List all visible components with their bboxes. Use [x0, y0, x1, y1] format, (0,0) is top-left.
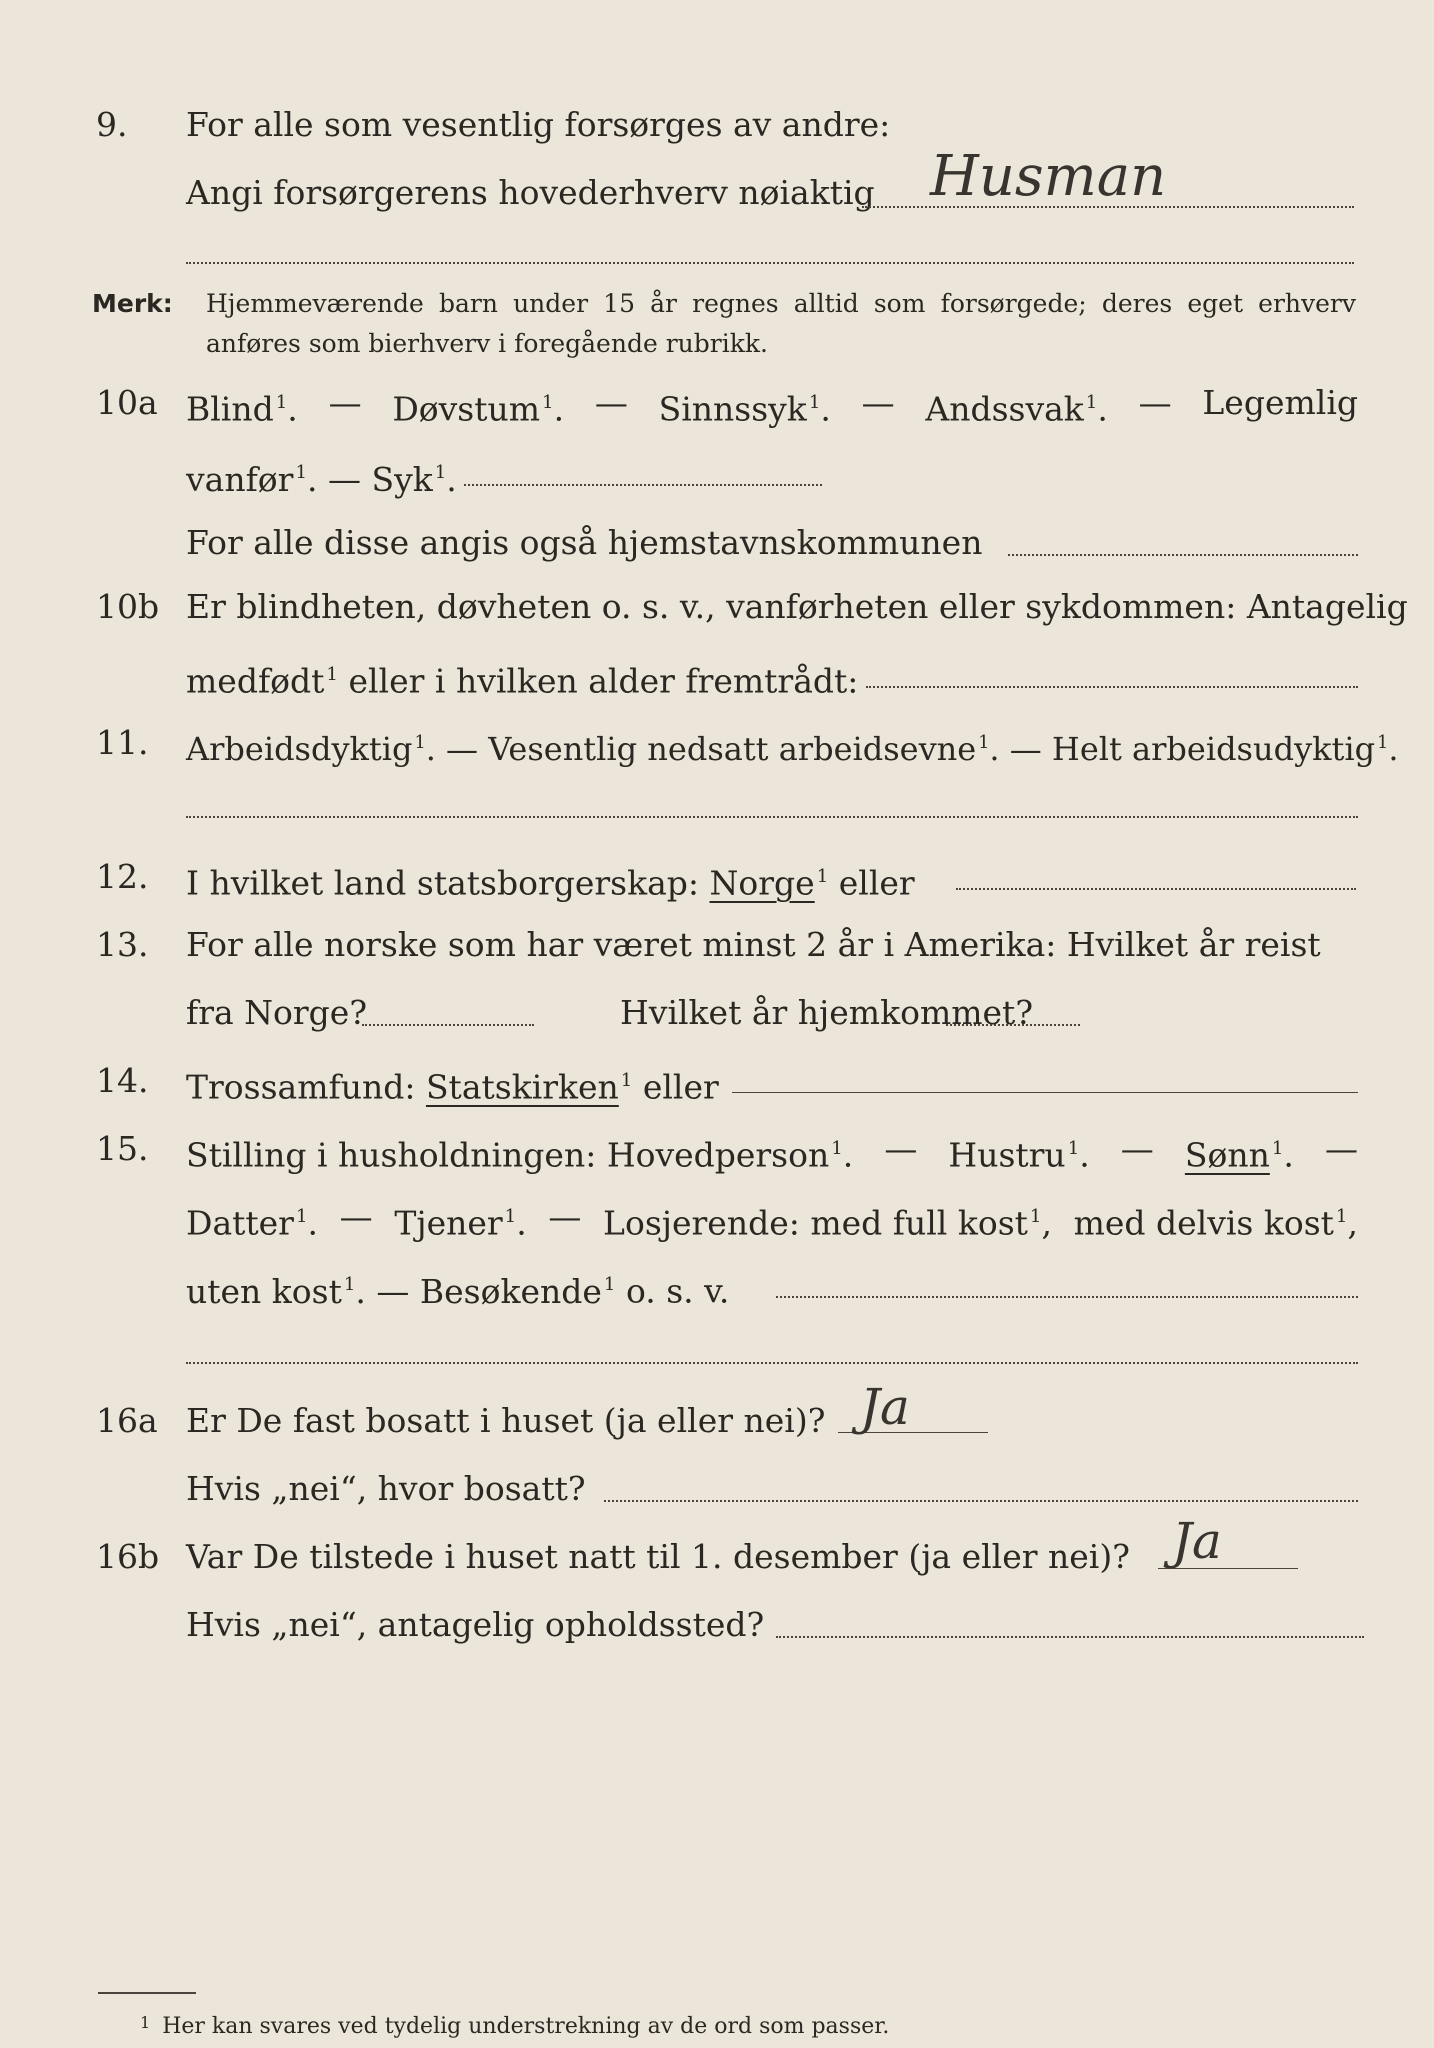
underlined-answer: Statskirken — [425, 1067, 619, 1107]
question-number: 10a — [96, 383, 158, 422]
answer-line[interactable] — [604, 1500, 1358, 1502]
question-10b-row-1 — [0, 582, 1434, 632]
note-text: Hjemmeværende barn under 15 år regnes alltid som forsørgede; deres eget erhverv anføres som bierhverv i foregående rubrikk. — [206, 289, 1356, 358]
dash: — — [861, 383, 895, 422]
question-text: Trossamfund: Statskirken $^1$ eller — [186, 1067, 719, 1107]
question-16b-row-2 — [0, 1600, 1434, 1650]
dash: — — [376, 1271, 410, 1311]
question-text: Hvis „nei“, hvor bosatt? — [186, 1469, 586, 1508]
option-full-kost[interactable]: Losjerende: med full kost $^1$, — [603, 1203, 1052, 1243]
question-number: 9. — [96, 105, 128, 144]
answer-line-hjemkommet[interactable] — [946, 1024, 1080, 1026]
dash: — — [328, 383, 362, 422]
question-options: uten kost $^1$. — Besøkende $^1$ o. s. v. — [186, 1271, 730, 1311]
question-15-row-1 — [0, 1124, 1434, 1174]
question-options — [186, 1124, 1358, 1181]
question-number: 16b — [96, 1537, 160, 1576]
question-text: Er De fast bosatt i huset (ja eller nei)? — [186, 1401, 826, 1440]
option-sinnssyk[interactable]: Sinnssyk $^1$. — [658, 389, 831, 429]
answer-line[interactable] — [1008, 554, 1358, 556]
question-number: 13. — [96, 925, 149, 964]
question-13-row-1 — [0, 920, 1434, 970]
answer-line[interactable] — [732, 1092, 1358, 1093]
footnote-mark: 1 — [140, 2013, 151, 2032]
option-sonn[interactable]: Sønn $^1$. — [1184, 1135, 1294, 1175]
question-10a-row-3 — [0, 518, 1434, 568]
option-syk[interactable]: Syk $^1$. — [371, 459, 457, 499]
answer-line-reist[interactable] — [362, 1024, 534, 1026]
dash: — — [339, 1197, 373, 1236]
question-16a-row-2 — [0, 1464, 1434, 1514]
dash: — — [884, 1129, 918, 1168]
question-number: 15. — [96, 1129, 149, 1168]
blank-answer-line[interactable] — [186, 1362, 1358, 1364]
question-number: 10b — [96, 587, 160, 626]
option-legemlig[interactable]: Legemlig — [1202, 383, 1358, 422]
option-datter[interactable]: Datter $^1$. — [186, 1203, 319, 1243]
option-andssvak[interactable]: Andssvak $^1$. — [925, 389, 1108, 429]
question-13-row-2 — [0, 988, 1434, 1038]
question-number: 11. — [96, 723, 149, 762]
answer-line[interactable] — [776, 1636, 1364, 1638]
dash: — — [548, 1197, 582, 1236]
dash: — — [594, 383, 628, 422]
footnote — [140, 2008, 889, 2042]
option-dovstum[interactable]: Døvstum $^1$. — [392, 389, 565, 429]
question-options — [186, 378, 1358, 435]
question-16a-row-1 — [0, 1378, 1434, 1446]
question-number: 12. — [96, 857, 149, 896]
option-udyktig[interactable]: Helt arbeidsudyktig $^1$. — [1051, 730, 1399, 769]
question-15-row-2 — [0, 1192, 1434, 1242]
dash: — — [1324, 1129, 1358, 1168]
option-nedsatt[interactable]: Vesentlig nedsatt arbeidsevne $^1$. — [488, 730, 1000, 769]
option-blind[interactable]: Blind $^1$. — [186, 389, 298, 429]
answer-line[interactable] — [464, 484, 822, 486]
footnote-rule — [98, 1992, 196, 1994]
option-arbeidsdyktig[interactable]: Arbeidsdyktig $^1$. — [186, 730, 436, 769]
option-uten-kost[interactable]: uten kost $^1$. — [186, 1271, 366, 1311]
question-text: fra Norge? Hvilket år hjemkommet? — [186, 993, 1034, 1032]
dash: — — [446, 730, 479, 769]
option-hustru[interactable]: Hustru $^1$. — [948, 1135, 1090, 1175]
underlined-answer: Norge — [709, 863, 815, 903]
question-15-row-3 — [0, 1260, 1434, 1310]
question-text: Er blindheten, døvheten o. s. v., vanførheten eller sykdommen: Antagelig — [186, 587, 1408, 626]
footnote-text: Her kan svares ved tydelig understrekning av de ord som passer. — [162, 2014, 890, 2039]
question-10b-row-2 — [0, 650, 1434, 700]
handwritten-answer: Ja — [1172, 1512, 1222, 1570]
option-vanfor[interactable]: vanfør $^1$. — [186, 459, 318, 499]
dash: — — [1138, 383, 1172, 422]
dash: — — [327, 459, 361, 499]
question-text: I hvilket land statsborgerskap: Norge $^1$ eller — [186, 863, 915, 903]
handwritten-answer: Husman — [930, 144, 1167, 209]
question-9-row-1 — [0, 100, 1434, 150]
question-options — [186, 448, 1434, 505]
blank-answer-line[interactable] — [186, 262, 1354, 264]
question-text: Var De tilstede i huset natt til 1. desember (ja eller nei)? — [186, 1537, 1130, 1576]
blank-answer-line[interactable] — [186, 816, 1358, 818]
note-label: Merk: — [92, 289, 173, 318]
dash: — — [1120, 1129, 1154, 1168]
question-options — [186, 1192, 1358, 1249]
answer-line[interactable] — [866, 686, 1358, 688]
option-delvis-kost[interactable]: med delvis kost $^1$, — [1073, 1203, 1358, 1243]
question-options — [186, 718, 1434, 774]
answer-line[interactable] — [956, 888, 1356, 890]
question-text: Hvis „nei“, antagelig opholdssted? — [186, 1605, 765, 1644]
question-text: medfødt $^1$ eller i hvilken alder fremtrådt: — [186, 661, 859, 701]
question-text: For alle som vesentlig forsørges av andre: — [186, 105, 891, 144]
question-16b-row-1 — [0, 1512, 1434, 1582]
option-tjener[interactable]: Tjener $^1$. — [394, 1203, 527, 1243]
question-text: For alle norske som har været minst 2 år i Amerika: Hvilket år reist — [186, 925, 1321, 964]
option-besokende[interactable]: Besøkende $^1$ — [419, 1271, 616, 1311]
question-number: 14. — [96, 1061, 149, 1100]
question-10a-row-1 — [0, 378, 1434, 428]
answer-line[interactable] — [776, 1296, 1358, 1298]
question-text: For alle disse angis også hjemstavnskommunen — [186, 523, 983, 562]
question-number: 16a — [96, 1401, 158, 1440]
question-12-row — [0, 852, 1434, 902]
dash: — — [1009, 730, 1042, 769]
question-text: Angi forsørgerens hovederhverv nøiaktig — [186, 173, 875, 212]
question-9-row-2 — [0, 144, 1434, 218]
handwritten-answer: Ja — [860, 1378, 910, 1436]
question-14-row — [0, 1056, 1434, 1106]
option-hovedperson[interactable]: Stilling i husholdningen: Hovedperson $^1$. — [186, 1135, 854, 1175]
question-10a-row-2 — [0, 448, 1434, 498]
question-11-row — [0, 718, 1434, 768]
